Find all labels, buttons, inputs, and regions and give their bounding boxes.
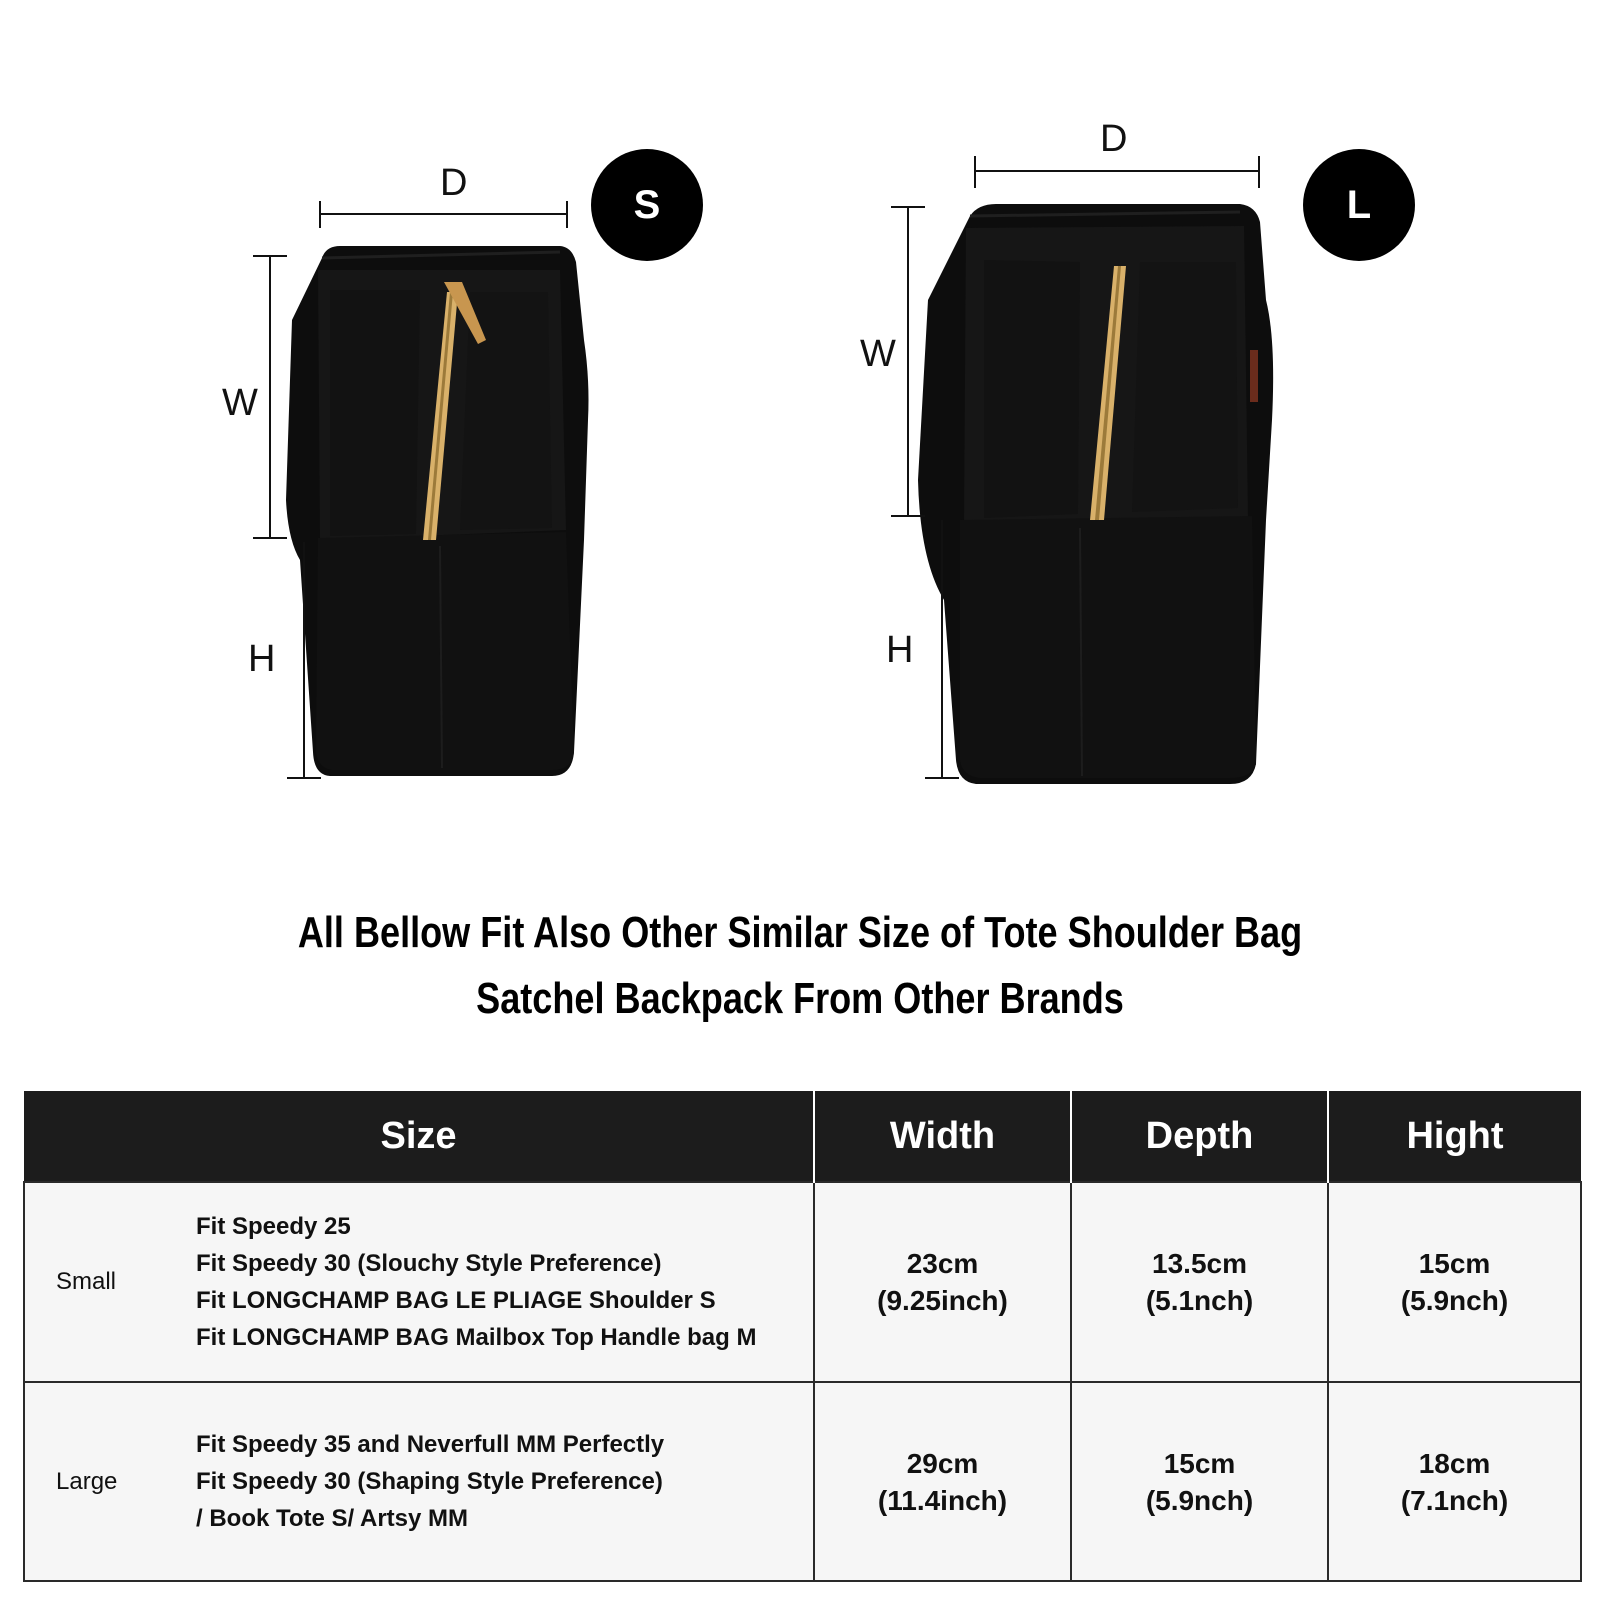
small-depth-label: D <box>440 162 468 204</box>
headline-line-1: All Bellow Fit Also Other Similar Size of Tote Shoulder Bag <box>297 908 1303 957</box>
list-item: Fit Speedy 30 (Slouchy Style Preference) <box>196 1250 662 1277</box>
compatible-bags-list <box>196 1208 756 1356</box>
height-cell <box>1328 1382 1581 1581</box>
size-name: Large <box>56 1467 118 1495</box>
depth-inch: (5.9nch) <box>1145 1484 1254 1516</box>
list-item: / Book Tote S/ Artsy MM <box>196 1505 469 1532</box>
height-inch: (7.1nch) <box>1400 1484 1509 1516</box>
headline-line-2: Satchel Backpack From Other Brands <box>476 974 1124 1023</box>
list-item: Fit LONGCHAMP BAG LE PLIAGE Shoulder S <box>196 1287 716 1314</box>
height-inch: (5.9nch) <box>1400 1285 1509 1316</box>
height-cm: 15cm <box>1418 1248 1491 1279</box>
small-height-label: H <box>248 638 276 680</box>
width-inch: (9.25inch) <box>877 1285 1008 1316</box>
large-height-label: H <box>886 629 914 671</box>
header-width: Width <box>814 1091 1071 1182</box>
depth-cell <box>1071 1382 1328 1581</box>
small-width-label: W <box>222 382 258 424</box>
small-organizer-image <box>286 246 589 776</box>
table-row <box>24 1382 1581 1581</box>
large-width-label: W <box>860 333 896 375</box>
table-header-row <box>24 1091 1581 1182</box>
depth-cm: 15cm <box>1163 1447 1236 1479</box>
width-cm: 23cm <box>906 1248 979 1279</box>
size-cell <box>24 1182 814 1382</box>
size-name: Small <box>56 1268 117 1295</box>
depth-cell <box>1071 1182 1328 1382</box>
large-depth-label: D <box>1100 118 1128 160</box>
header-height: Hight <box>1328 1091 1581 1182</box>
width-cell <box>814 1182 1071 1382</box>
large-size-badge: L <box>1303 149 1415 261</box>
small-size-badge: S <box>591 149 703 261</box>
list-item: Fit Speedy 35 and Neverfull MM Perfectly <box>196 1431 665 1458</box>
size-cell <box>24 1382 814 1581</box>
table-row <box>24 1182 1581 1382</box>
width-inch: (11.4inch) <box>877 1484 1008 1516</box>
list-item: Fit LONGCHAMP BAG Mailbox Top Handle bag M <box>196 1324 757 1351</box>
large-organizer-image <box>918 204 1273 784</box>
width-cell <box>814 1382 1071 1581</box>
height-cell <box>1328 1182 1581 1382</box>
height-cm: 18cm <box>1418 1447 1491 1479</box>
list-item: Fit Speedy 30 (Shaping Style Preference) <box>196 1468 663 1495</box>
width-cm: 29cm <box>906 1447 979 1479</box>
depth-cm: 13.5cm <box>1152 1248 1247 1279</box>
compatible-bags-list <box>196 1426 664 1537</box>
header-size: Size <box>24 1091 814 1182</box>
depth-inch: (5.1nch) <box>1145 1285 1254 1316</box>
header-depth: Depth <box>1071 1091 1328 1182</box>
list-item: Fit Speedy 25 <box>196 1213 351 1240</box>
size-chart-table <box>23 1091 1582 1582</box>
fit-headline <box>144 900 1456 1032</box>
